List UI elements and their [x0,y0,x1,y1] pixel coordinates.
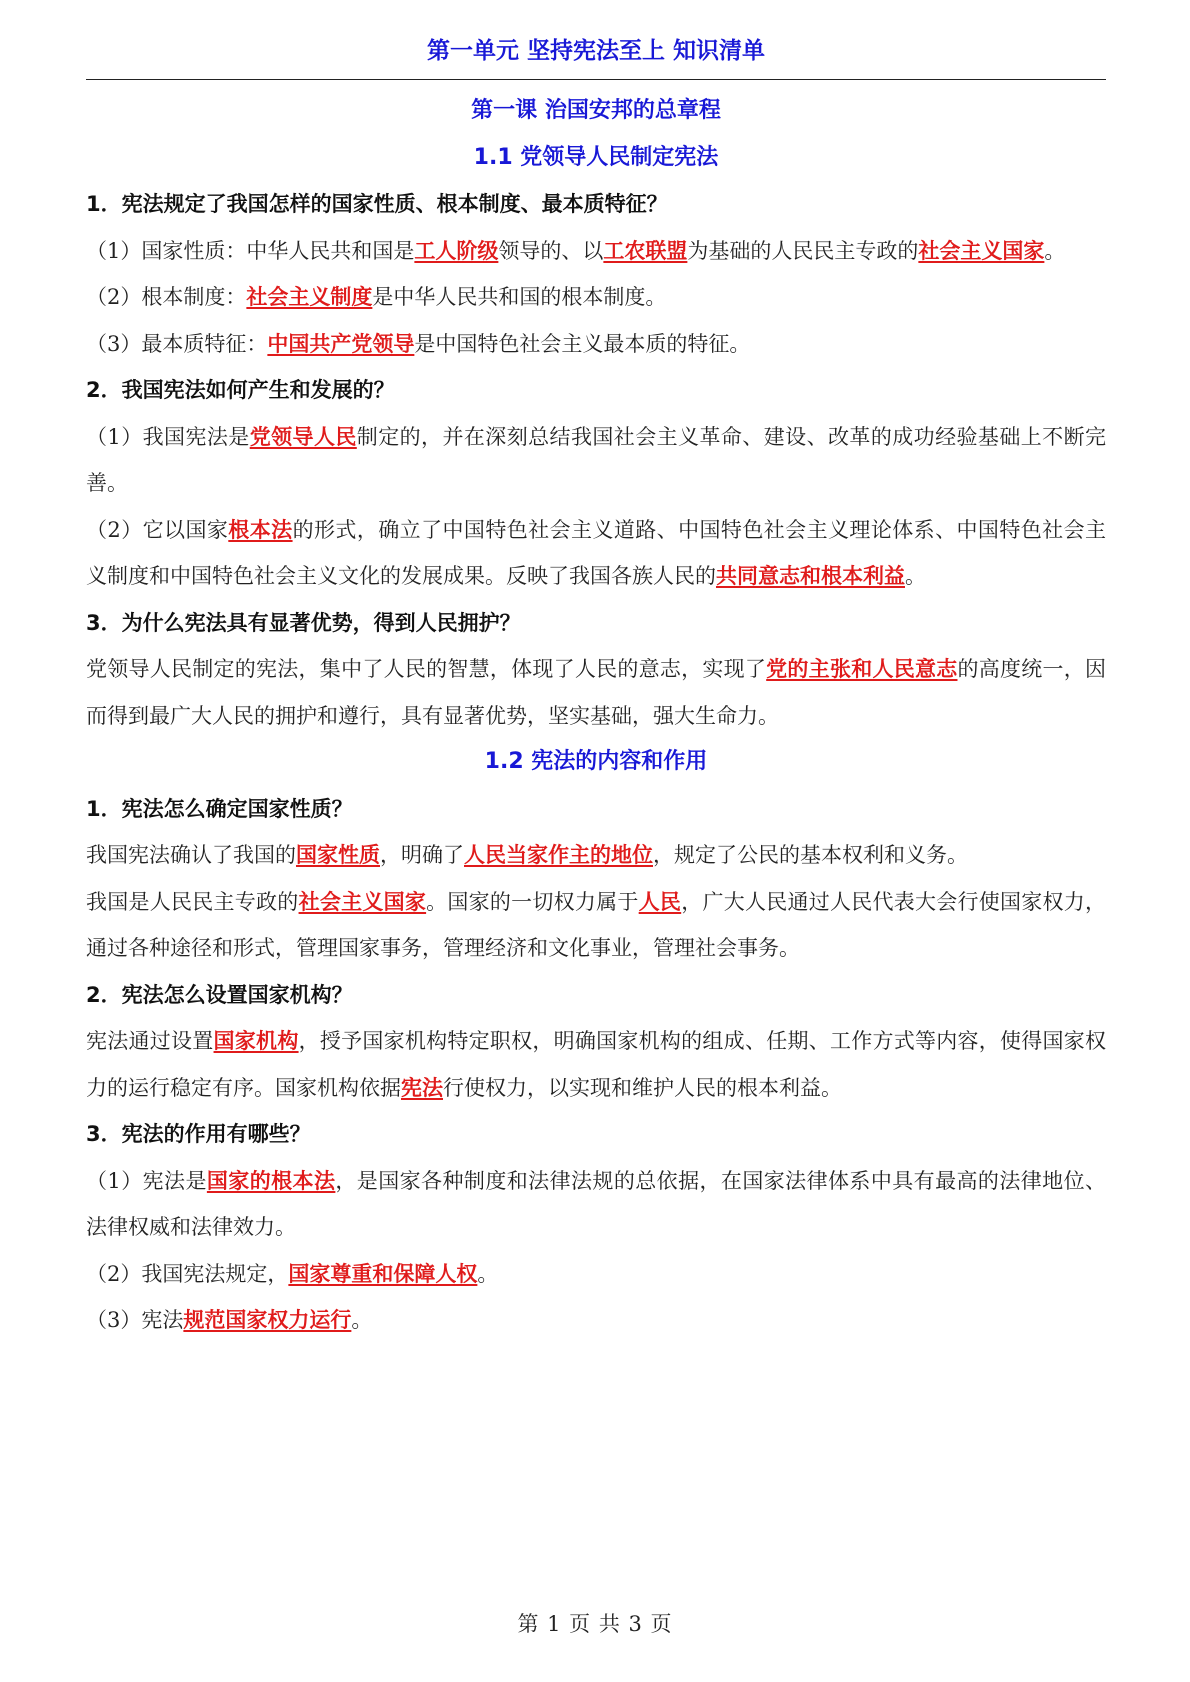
paragraph-text: 。国家的一切权力属于 [426,889,639,914]
key-term: 工人阶级 [414,237,499,263]
answer-paragraph [86,832,1106,879]
key-term: 工农联盟 [603,237,688,263]
lesson-title: 第一课 治国安邦的总章程 [471,98,721,123]
document-content [86,88,1106,1344]
paragraph-text: （1）我国宪法是 [86,424,250,449]
key-term: 国家性质 [296,842,380,867]
paragraph-text: （2）我国宪法规定， [86,1261,289,1286]
answer-paragraph [86,414,1106,507]
answer-paragraph [86,1158,1106,1251]
key-term: 人民 [638,888,682,914]
paragraph-text: （3）最本质特征： [86,331,268,356]
paragraph-text: 是中国特色社会主义最本质的特征。 [414,331,751,356]
question-heading: 1．宪法规定了我国怎样的国家性质、根本制度、最本质特征？ [86,192,668,216]
key-term: 国家机构 [213,1028,299,1053]
paragraph-text: 为基础的人民民主专政的 [687,238,919,263]
paragraph-text: 是中华人民共和国的根本制度。 [372,285,667,309]
paragraph-text: ，授予国家机构特定职权，明确国家机构的组成、任期、工作方式等内容，使得国家权力的运行稳定有序。国家机构依据 [86,1029,1107,1100]
key-term: 社会主义国家 [918,237,1045,263]
page-header-title: 第一单元 坚持宪法至上 知识清单 [426,38,765,64]
answer-paragraph [86,321,1106,368]
question-heading: 1．宪法怎么确定国家性质？ [86,796,353,821]
key-term: 社会主义国家 [298,888,427,914]
key-term: 国家尊重和保障人权 [288,1260,478,1286]
answer-paragraph [86,1251,1106,1298]
answer-paragraph [86,274,1106,321]
paragraph-text: （2）根本制度： [86,285,247,309]
paragraph-text: 。 [905,564,926,588]
key-term: 中国共产党领导 [267,330,415,356]
question-heading: 2．宪法怎么设置国家机构？ [86,982,353,1007]
paragraph-text: 行使权力，以实现和维护人民的根本利益。 [443,1075,842,1100]
key-term: 共同意志和根本利益 [716,563,905,588]
paragraph-text: ，广大人民通过人民代表大会行使国家权力，通过各种途径和形式，管理国家事务，管理经济和文化事业，管理社会事务。 [86,889,1107,960]
document-page [86,0,1106,1682]
key-term: 规范国家权力运行 [183,1307,352,1332]
paragraph-text: （3）宪法 [86,1308,184,1332]
key-term: 党领导人民 [249,423,357,449]
answer-paragraph [86,879,1106,972]
answer-paragraph [86,1018,1106,1111]
paragraph-text: 制定的，并在深刻总结我国社会主义革命、建设、改革的成功经验基础上不断完善。 [86,424,1106,495]
paragraph-text: ，是国家各种制度和法律法规的总依据，在国家法律体系中具有最高的法律地位、法律权威和法律效力。 [86,1168,1107,1239]
answer-paragraph [86,507,1106,600]
question-heading: 2．我国宪法如何产生和发展的？ [86,378,395,402]
key-term: 宪法 [401,1074,443,1100]
sections-container [86,135,1106,1344]
paragraph-text: 宪法通过设置 [86,1029,214,1053]
key-term: 人民当家作主的地位 [464,842,653,867]
paragraph-text: （2）它以国家 [86,517,229,542]
paragraph-text: 。 [1044,238,1066,263]
paragraph-text: ，规定了公民的基本权利和义务。 [653,843,968,867]
key-term: 社会主义制度 [246,284,373,309]
paragraph-text: 。 [477,1261,499,1286]
paragraph-text: 的高度统一，因而得到最广大人民的拥护和遵行，具有显著优势，坚实基础，强大生命力。 [86,657,1107,728]
paragraph-text: 的形式，确立了中国特色社会主义道路、中国特色社会主义理论体系、中国特色社会主义制度和中国特色社会主义文化的发展成果。反映了我国各族人民的 [86,517,1107,588]
key-term: 党的主张和人民意志 [766,656,958,681]
question-heading: 3．宪法的作用有哪些？ [86,1122,311,1146]
paragraph-text: （1）宪法是 [86,1168,207,1193]
header-divider [86,79,1106,80]
section-title: 1.1 党领导人民制定宪法 [473,144,719,170]
paragraph-text: 我国宪法确认了我国的 [86,843,296,867]
question-heading: 3．为什么宪法具有显著优势，得到人民拥护？ [86,610,521,635]
answer-paragraph [86,646,1106,739]
section-title: 1.2 宪法的内容和作用 [484,749,708,774]
paragraph-text: 。 [351,1308,373,1332]
page-footer: 第 1 页 共 3 页 [517,1612,673,1636]
paragraph-text: （1）国家性质：中华人民共和国是 [86,238,415,263]
paragraph-text: ，明确了 [380,843,464,867]
key-term: 国家的根本法 [206,1167,336,1193]
paragraph-text: 领导的、以 [498,238,604,263]
answer-paragraph [86,1297,1106,1344]
paragraph-text: 党领导人民制定的宪法，集中了人民的智慧，体现了人民的意志，实现了 [86,657,767,681]
answer-paragraph [86,228,1106,275]
paragraph-text: 我国是人民民主专政的 [86,889,299,914]
key-term: 根本法 [228,516,293,542]
